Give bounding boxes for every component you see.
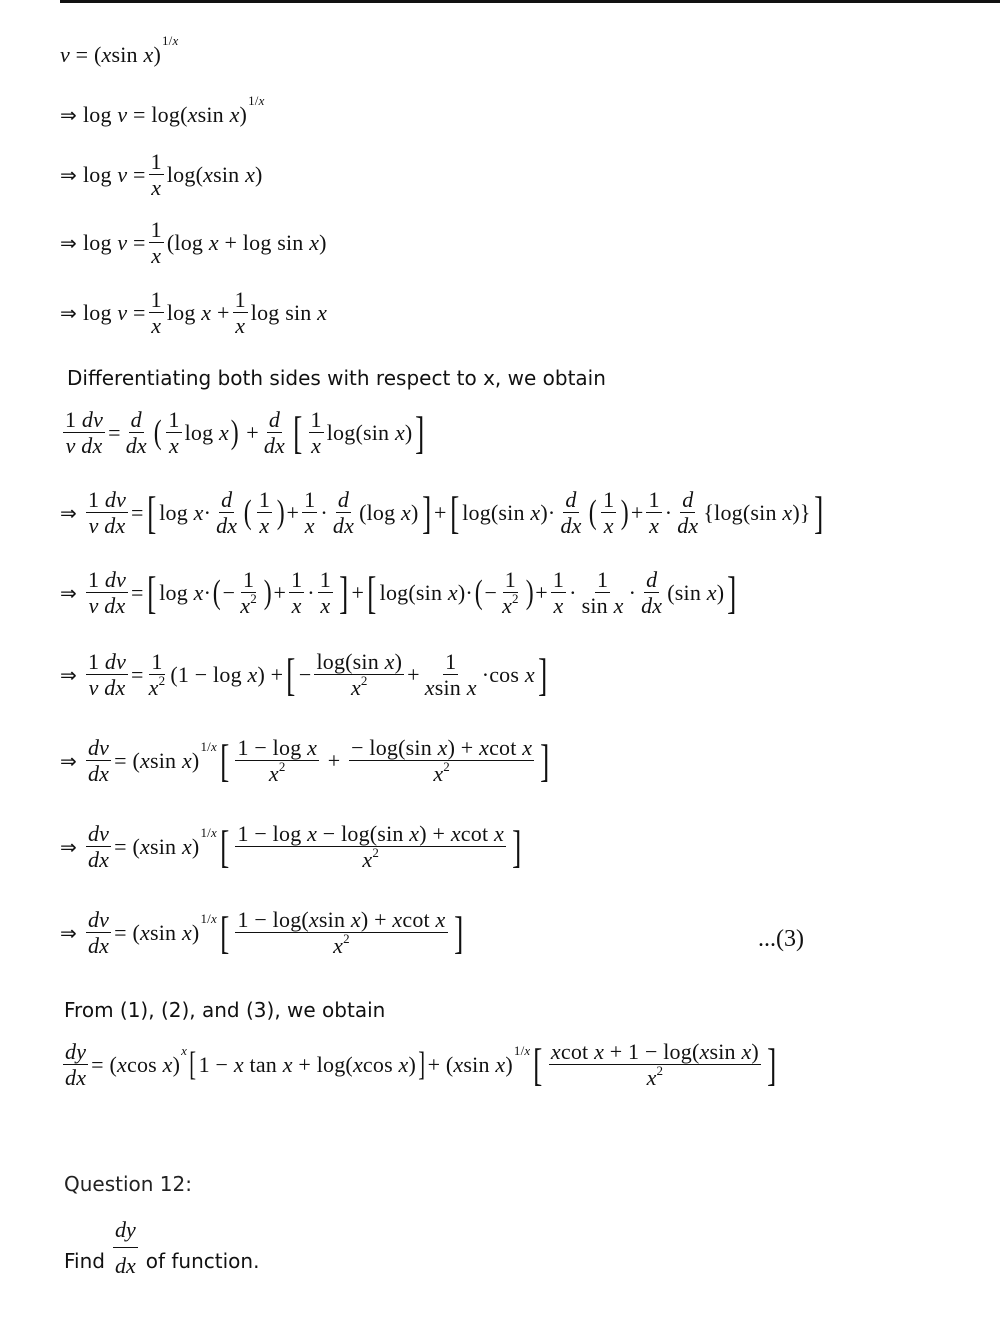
dy-dx-fraction: dy dx: [114, 1217, 136, 1279]
derivation-line-6: ⇒ dv dx = ( x sin x ) 1/x [ 1 − log x − log(sin x) + xcot x $x^2$ ]: [60, 820, 522, 873]
equation-step-5: ⇒ log v = 1 x log x + 1 x log sin x: [60, 287, 328, 339]
equation-step-1: v = ( x sin x ) 1/x: [60, 33, 179, 67]
final-result: dy dx = ( x cos x ) x [ 1 − x tan x + log( x cos x ) ] + ( x sin x ) 1/x [ xcot x + 1 − log(xsin x) $x^2$ ]: [65, 1038, 777, 1091]
derivation-line-3: ⇒ 1 dv v dx = [ log x · ( − 1 $x^2$ ) + 1 x · 1 x ] + [ log(sin x )· ( − 1 $x^2$ ) + 1 x · 1 sin x · d dx (sin x ) ]: [60, 566, 737, 619]
question-statement: [64, 1214, 260, 1279]
equation-number-3: ...(3): [758, 926, 804, 952]
equation-step-3: ⇒ log v = 1 x log( x sin x ): [60, 149, 263, 201]
derivation-line-2: ⇒ 1 dv v dx = [ log x · d dx ( 1 x ) + 1 x · d dx (log x ) ] + [ log(sin x )· d dx ( 1 x ) + 1 x · d dx {log(sin x )} ]: [60, 486, 824, 539]
derivation-line-4: ⇒ 1 dv v dx = 1 $x^2$ (1 − log x ) + [ − log(sin x) $x^2$ + 1 xsin x ·cos x ]: [60, 648, 548, 701]
differentiating-text: Differentiating both sides with respect to x, we obtain: [67, 366, 606, 390]
find-suffix: of function.: [145, 1249, 260, 1274]
question-label: Question 12:: [64, 1172, 192, 1196]
derivation-line-7: ⇒ dv dx = ( x sin x ) 1/x [ 1 − log(xsin x) + xcot x $x^2$ ]: [60, 906, 463, 959]
equation-step-2: ⇒ log v = log( x sin x ) 1/x: [60, 93, 265, 127]
equation-step-4: ⇒ log v = 1 x (log x + log sin x ): [60, 217, 327, 269]
derivation-line-5: ⇒ dv dx = ( x sin x ) 1/x [ 1 − log x $x^2$ + − log(sin x) + xcot x $x^2$ ]: [60, 734, 550, 787]
from-123-text: From (1), (2), and (3), we obtain: [64, 998, 386, 1022]
top-rule: [60, 0, 1000, 3]
find-prefix: Find: [64, 1249, 105, 1274]
derivation-line-1: 1 dv v dx = d dx ( 1 x log x ) + d dx [ 1 x log(sin x ) ]: [65, 406, 425, 459]
